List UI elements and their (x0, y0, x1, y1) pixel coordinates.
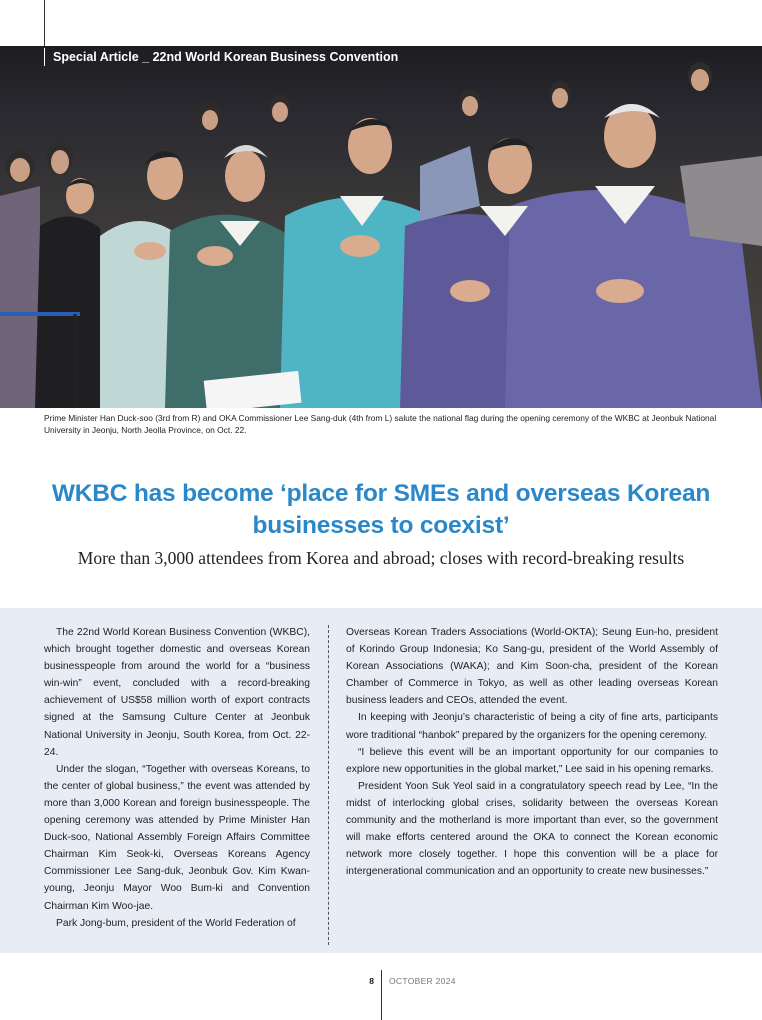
header-rule (44, 0, 45, 46)
footer-rule (381, 970, 382, 1020)
section-label: Special Article _ 22nd World Korean Business Convention (44, 48, 398, 66)
left-column (44, 624, 310, 932)
paragraph: The 22nd World Korean Business Convention (WKBC), which brought together domestic and overseas Korean businesspeople from around the world for a “business win-win” event, concluded with a record-breaking achievement of US$58 million worth of export contracts signed at the Samsung Culture Center at Jeonbuk National University in Jeonju, South Korea, from Oct. 22-24. (44, 627, 310, 758)
photo-caption: Prime Minister Han Duck-soo (3rd from R) and OKA Commissioner Lee Sang-duk (4th from L) salute the national flag during the opening ceremony of the WKBC at Jeonbuk National University in Jeonju, North Jeolla Province, on Oct. 22. (44, 413, 717, 435)
article-headline: WKBC has become ‘place for SMEs and overseas Korean businesses to coexist’ (51, 480, 711, 539)
right-column (346, 624, 718, 880)
article-subhead: More than 3,000 attendees from Korea and abroad; closes with record-breaking results (77, 548, 685, 568)
paragraph: Park Jong-bum, president of the World Federation of (56, 917, 296, 929)
page-number: 8 (369, 976, 374, 986)
paragraph: “I believe this event will be an important opportunity for our companies to explore new opportunities in the global market,” Lee said in his opening remarks. (346, 746, 718, 775)
ceremony-photo-illustration (0, 46, 762, 408)
paragraph: Overseas Korean Traders Associations (World-OKTA); Seung Eun-ho, president of Korindo Group Indonesia; Ko Sang-gu, president of the World Assembly of Korean Associations (WAKA); and Kim Soon-cha, president of the Korean Chamber of Commerce in Tokyo, as well as other leading overseas Korean business leaders and CEOs, attended the event. (346, 627, 718, 707)
ceremony-photo (0, 46, 762, 408)
paragraph: Under the slogan, “Together with overseas Koreans, to the center of global business,” the event was attended by more than 3,000 Korean and foreign businesspeople. The opening ceremony was attended by Prime Minister Han Duck-soo, National Assembly Foreign Affairs Committee Chairman Kim Seok-ki, Overseas Koreans Agency Commissioner Lee Sang-duk, Jeonbuk Gov. Kim Kwan-young, Jeonju Mayor Woo Bum-ki and Convention Chairman Kim Woo-jae. (44, 763, 310, 912)
issue-date: OCTOBER 2024 (389, 976, 456, 986)
column-divider (328, 625, 329, 945)
paragraph: In keeping with Jeonju’s characteristic of being a city of fine arts, participants wore traditional “hanbok” prepared by the organizers for the opening ceremony. (346, 712, 718, 741)
paragraph: President Yoon Suk Yeol said in a congratulatory speech read by Lee, “In the midst of interlocking global crises, solidarity between the overseas Korean community and the motherland is more important than ever, so the government will make efforts centered around the OKA to connect the Korean economic network more closely together. I hope this convention will be a place for intergenerational communication and an opportunity to create new businesses.” (346, 780, 718, 878)
